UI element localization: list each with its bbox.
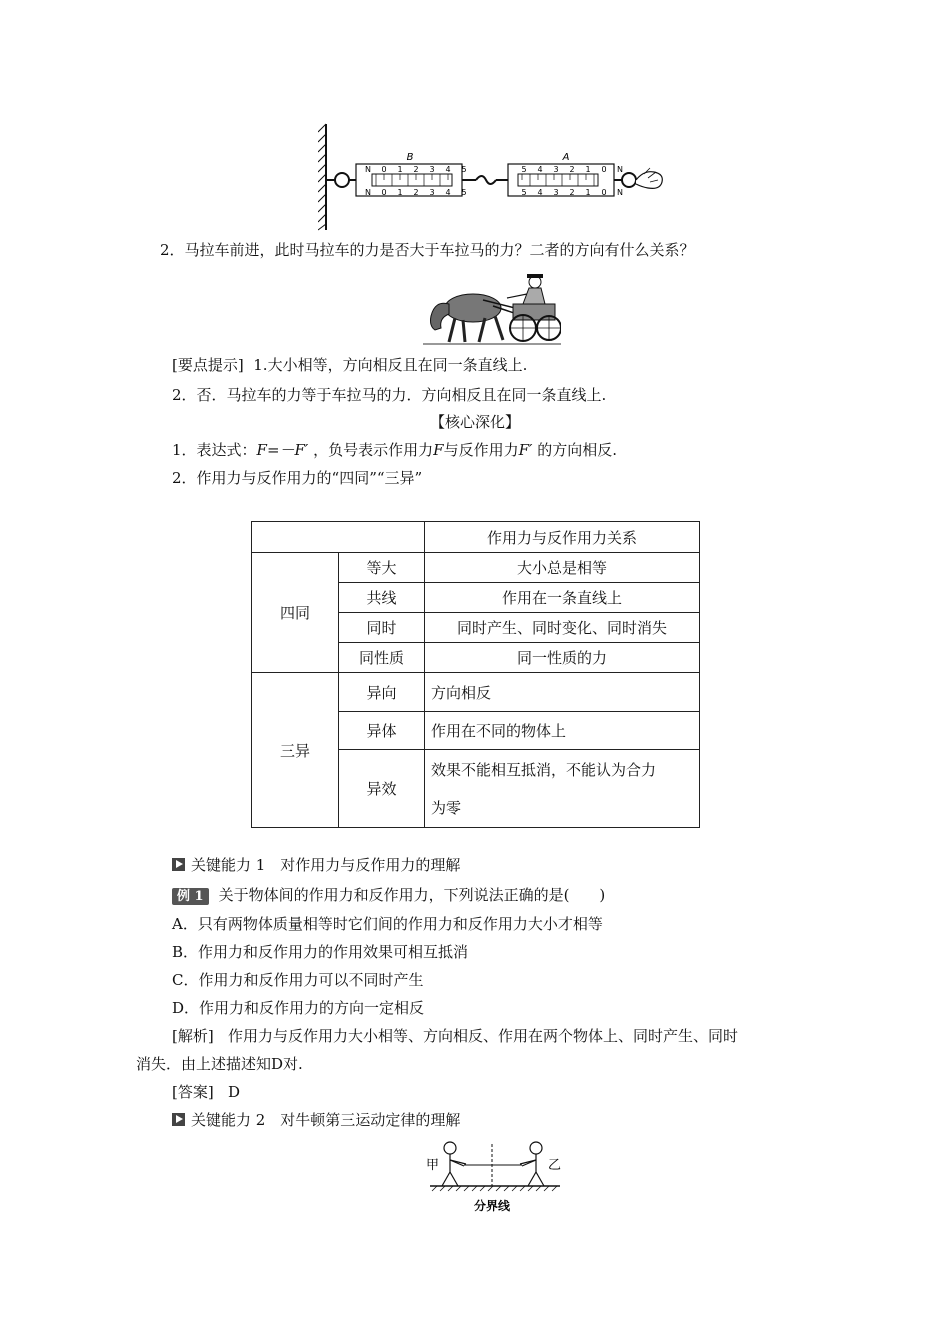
core-1-mid: ，负号表示作用力 <box>313 441 434 459</box>
hint-1-text: 1.大小相等，方向相反且在同一条直线上. <box>253 356 528 374</box>
play-icon <box>172 858 185 871</box>
row-value-line1: 效果不能相互抵消，不能认为合力 <box>431 760 657 779</box>
scale-tick-label: N <box>365 188 371 197</box>
row-key: 异体 <box>339 712 425 750</box>
scale-a-label: A <box>562 152 570 163</box>
scale-tick-label: 5 <box>461 188 467 197</box>
group-four-same: 四同 <box>252 553 339 673</box>
hand-icon <box>636 172 662 189</box>
hint-1 <box>172 355 527 375</box>
scale-tick-label: 0 <box>381 188 387 197</box>
row-value: 作用在一条直线上 <box>425 583 700 613</box>
row-value: 大小总是相等 <box>425 553 700 583</box>
scale-tick-label: N <box>365 165 371 174</box>
scale-tick-label: 0 <box>381 165 387 174</box>
row-value: 同时产生、同时变化、同时消失 <box>425 613 700 643</box>
question-2: 2．马拉车前进，此时马拉车的力是否大于车拉马的力？二者的方向有什么关系？ <box>160 241 695 259</box>
scale-tick-label: N <box>617 165 623 174</box>
person-jia-label: 甲 <box>426 1158 440 1173</box>
scale-tick-label: 3 <box>553 165 559 174</box>
answer-line <box>172 1082 240 1102</box>
core-1-f: F <box>433 441 444 459</box>
example-question-text: 关于物体间的作用力和反作用力，下列说法正确的是( ) <box>218 886 606 904</box>
row-key: 同时 <box>339 613 425 643</box>
scale-tick-label: 2 <box>413 188 419 197</box>
row-key: 同性质 <box>339 643 425 673</box>
row-value <box>425 750 700 828</box>
hint-tag: [要点提示] <box>172 356 244 374</box>
scale-tick-label: 3 <box>429 165 435 174</box>
core-1-f2: F′ <box>518 441 533 459</box>
option-a: A．只有两物体质量相等时它们间的作用力和反作用力大小才相等 <box>172 915 603 933</box>
scale-tick-label: 2 <box>569 188 575 197</box>
row-value: 同一性质的力 <box>425 643 700 673</box>
scale-tick-label: 5 <box>521 188 527 197</box>
scale-tick-label: N <box>617 188 623 197</box>
dividing-line-caption: 分界线 <box>473 1199 511 1213</box>
core-title: 【核心深化】 <box>429 413 520 431</box>
horse-cart-figure <box>423 270 561 348</box>
scale-tick-label: 4 <box>445 165 451 174</box>
row-value: 作用在不同的物体上 <box>425 712 700 750</box>
scale-tick-label: 0 <box>601 188 607 197</box>
core-1-suffix: 的方向相反. <box>537 441 617 459</box>
row-value-line2: 为零 <box>431 798 462 817</box>
scale-tick-label: 3 <box>553 188 559 197</box>
row-key: 等大 <box>339 553 425 583</box>
analysis-text-1: 作用力与反作用力大小相等、方向相反、作用在两个物体上、同时产生、同时 <box>228 1027 739 1045</box>
core-1-prefix: 1．表达式： <box>172 441 257 459</box>
key-ability-2-text: 关键能力 2 对牛顿第三运动定律的理解 <box>191 1111 461 1129</box>
table-header: 作用力与反作用力关系 <box>425 522 700 553</box>
key-ability-2 <box>172 1110 460 1130</box>
scale-tick-label: 1 <box>585 188 591 197</box>
example-question <box>172 885 605 905</box>
option-c: C．作用力和反作用力可以不同时产生 <box>172 971 424 989</box>
option-b: B．作用力和反作用力的作用效果可相互抵消 <box>172 943 469 961</box>
key-ability-1 <box>172 855 460 875</box>
answer-tag: [答案] <box>172 1083 214 1101</box>
scale-tick-label: 1 <box>397 165 403 174</box>
core-1-mid2: 与反作用力 <box>443 441 519 459</box>
relation-table <box>251 521 700 828</box>
row-value: 方向相反 <box>425 673 700 712</box>
example-badge: 例 1 <box>172 888 209 905</box>
scale-tick-label: 4 <box>537 165 543 174</box>
scale-tick-label: 4 <box>537 188 543 197</box>
group-three-diff: 三异 <box>252 673 339 828</box>
analysis-tag: [解析] <box>172 1027 214 1045</box>
scale-tick-label: 2 <box>569 165 575 174</box>
play-icon <box>172 1113 185 1126</box>
analysis-line-2: 消失．由上述描述知D对. <box>136 1055 303 1073</box>
scale-tick-label: 1 <box>585 165 591 174</box>
analysis-line-1 <box>172 1026 738 1046</box>
scale-tick-label: 5 <box>461 165 467 174</box>
scale-tick-label: 0 <box>601 165 607 174</box>
core-2: 2．作用力与反作用力的“四同”“三异” <box>172 469 423 487</box>
tug-of-war-figure <box>420 1138 570 1218</box>
core-1-formula: F=－F′ <box>256 441 309 459</box>
row-key: 共线 <box>339 583 425 613</box>
scale-tick-label: 3 <box>429 188 435 197</box>
option-d: D．作用力和反作用力的方向一定相反 <box>172 999 425 1017</box>
person-yi-label: 乙 <box>548 1158 562 1173</box>
spring-scales-figure <box>318 122 668 234</box>
scale-tick-label: 1 <box>397 188 403 197</box>
row-key: 异效 <box>339 750 425 828</box>
hint-2: 2．否．马拉车的力等于车拉马的力．方向相反且在同一条直线上. <box>172 386 607 404</box>
row-key: 异向 <box>339 673 425 712</box>
core-1 <box>172 440 617 460</box>
answer-value: D <box>228 1083 241 1101</box>
scale-tick-label: 2 <box>413 165 419 174</box>
table-corner <box>252 522 425 553</box>
scale-tick-label: 4 <box>445 188 451 197</box>
key-ability-1-text: 关键能力 1 对作用力与反作用力的理解 <box>191 856 461 874</box>
scale-tick-label: 5 <box>521 165 527 174</box>
scale-b-label: B <box>406 152 414 163</box>
